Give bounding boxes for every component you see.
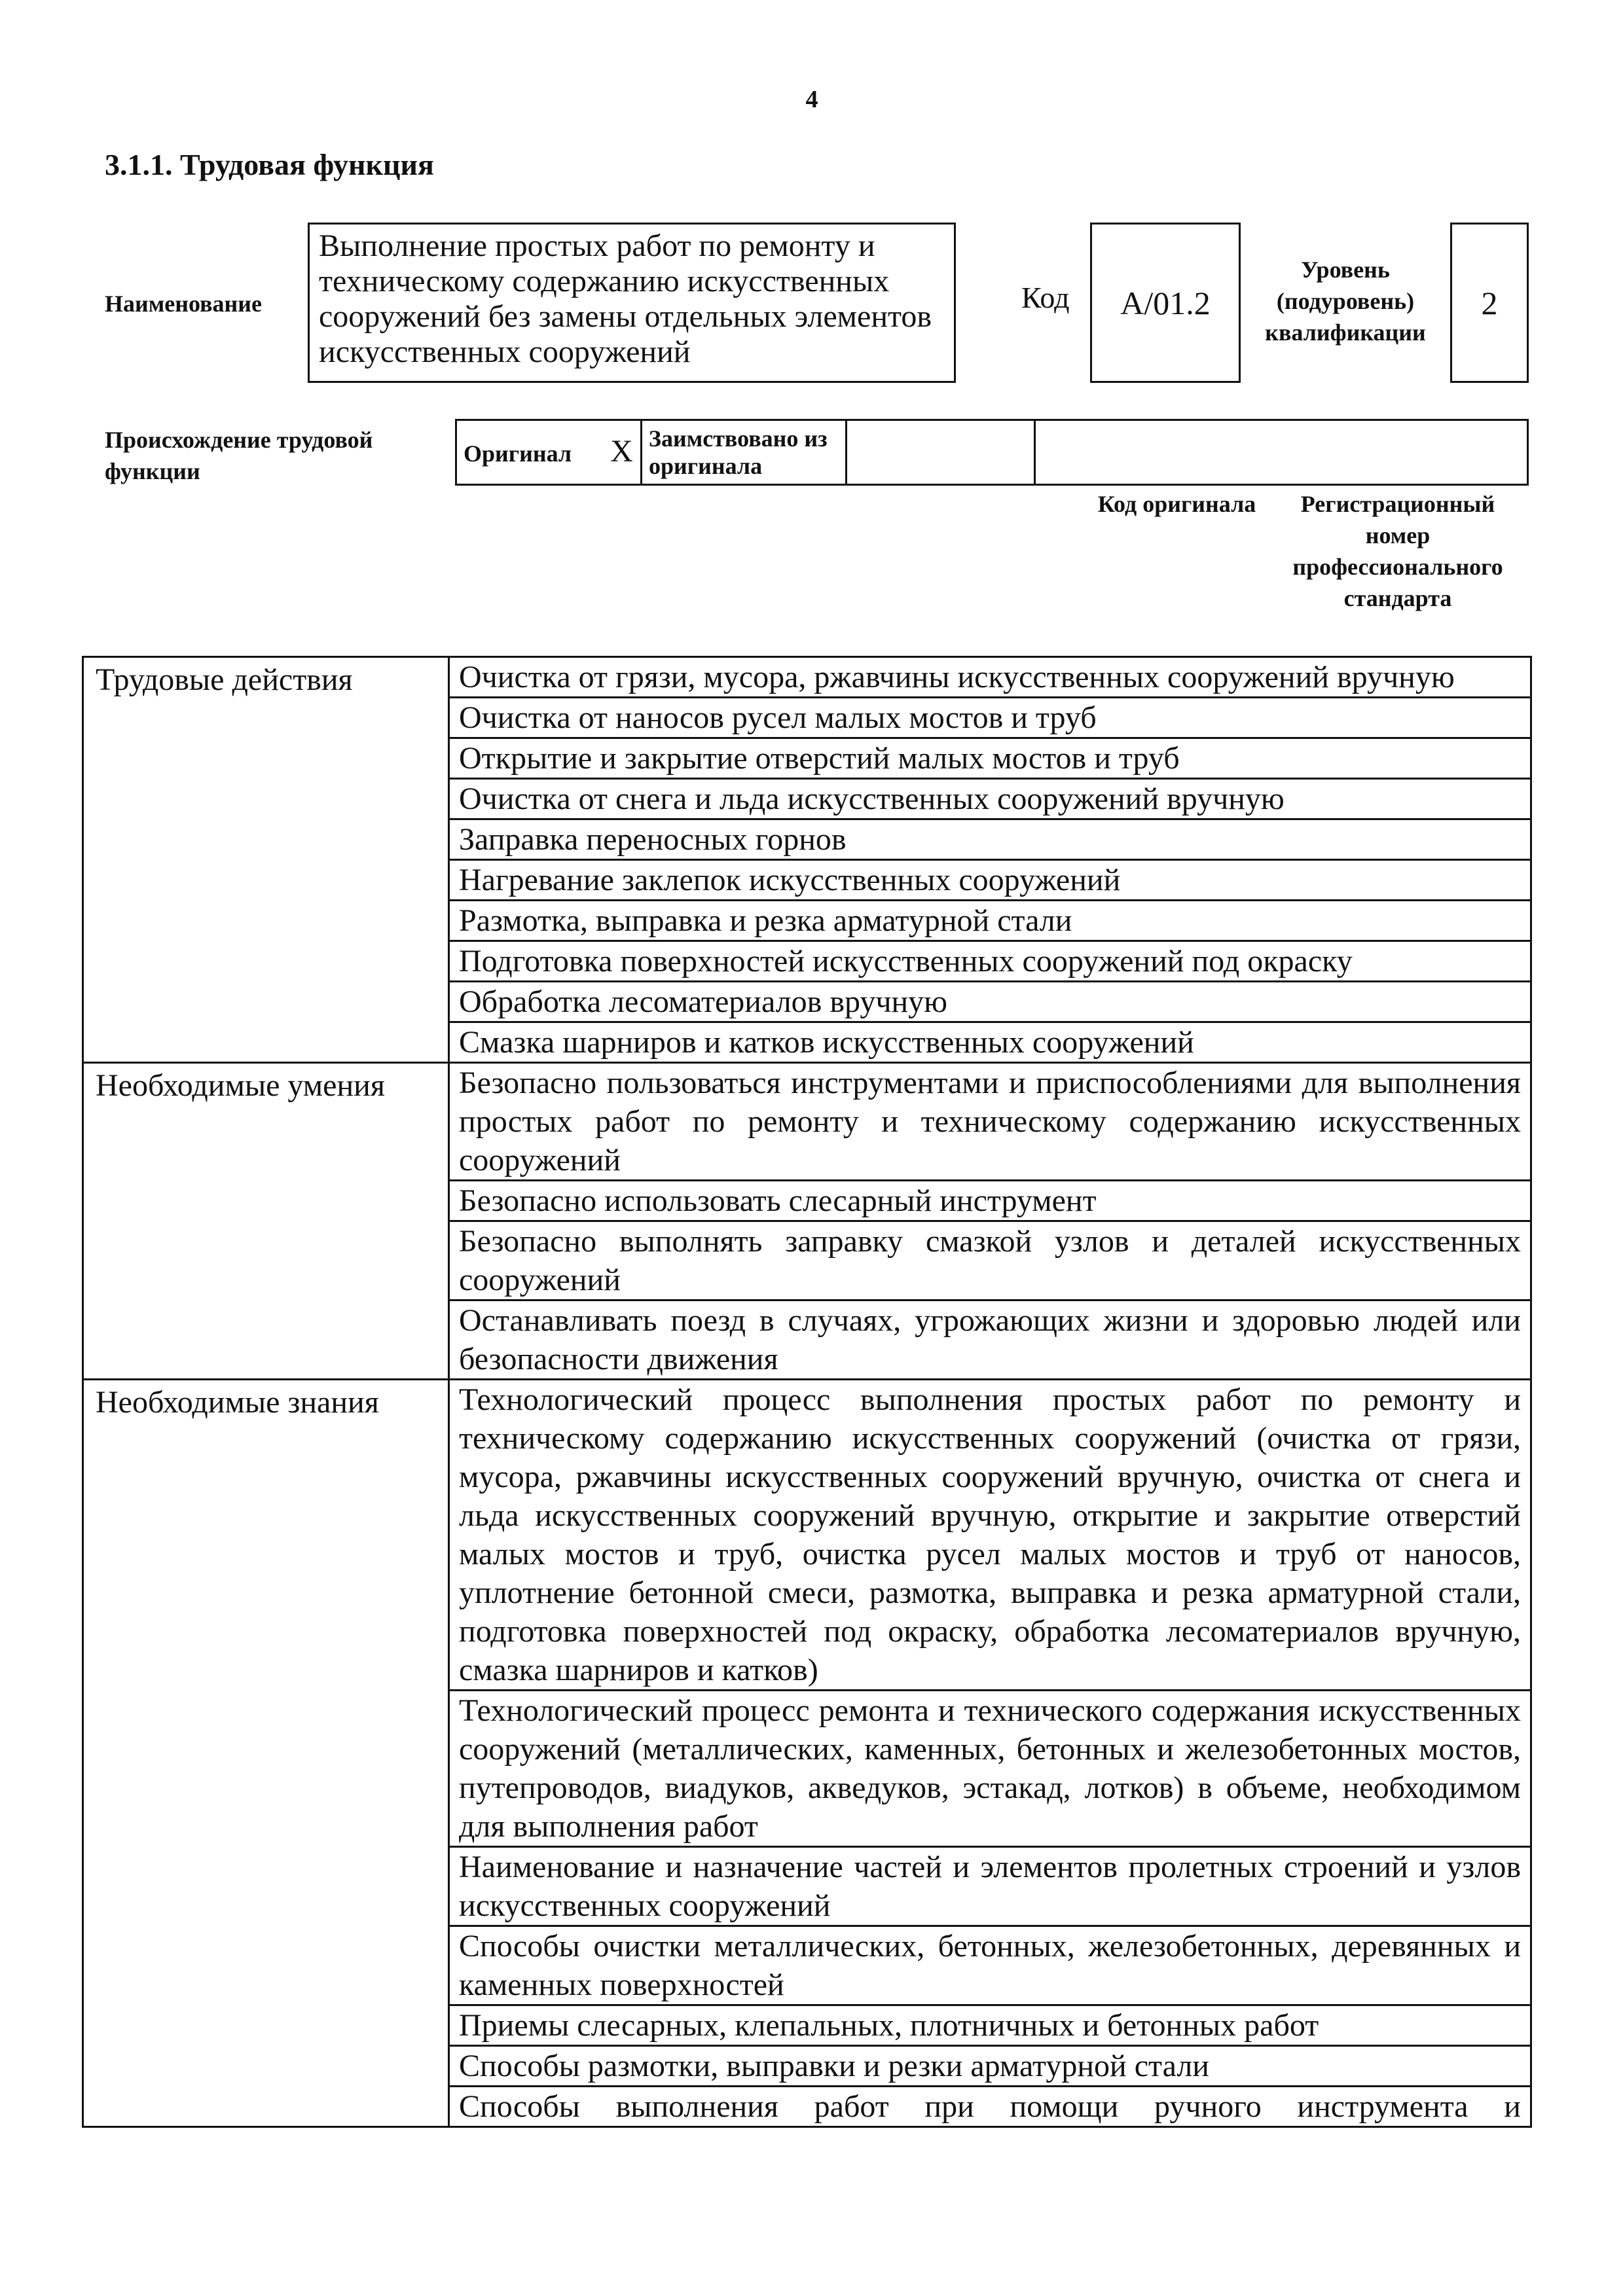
function-name-value: Выполнение простых работ по ремонту и техническому содержанию искусственных сооружений без замены отдельных элементов искусственных сооружений	[319, 228, 932, 369]
original-mark: X	[610, 433, 633, 469]
table-cell: Обработка лесоматериалов вручную	[449, 982, 1531, 1022]
table-cell: Смазка шарниров и катков искусственных сооружений	[449, 1022, 1531, 1063]
table-cell: Технологический процесс выполнения простых работ по ремонту и техническому содержанию искусственных сооружений (очистка от грязи, мусора, ржавчины искусственных сооружений вручную, очистка от снега и льда искусственных сооружений вручную, открытие и закрытие отверстий малых мостов и труб, очистка русел малых мостов и труб от наносов, уплотнение бетонной смеси, размотка, выправка и резка арматурной стали, подготовка поверхностей под окраску, обработка лесоматериалов вручную, смазка шарниров и катков)	[449, 1380, 1531, 1691]
level-value: 2	[1481, 284, 1498, 321]
level-label: Уровень (подуровень) квалификации	[1265, 257, 1426, 346]
original-cell	[456, 420, 642, 485]
code-box	[1090, 223, 1241, 383]
level-box	[1450, 223, 1529, 383]
category-cell: Необходимые знания	[83, 1380, 449, 2127]
table-cell: Открытие и закрытие отверстий малых мостов и труб	[449, 738, 1531, 779]
name-label: Наименование	[105, 291, 262, 317]
table-cell: Безопасно выполнять заправку смазкой узлов и деталей искусственных сооружений	[449, 1221, 1531, 1300]
table-cell: Технологический процесс ремонта и технического содержания искусственных сооружений (металлических, каменных, бетонных и железобетонных мостов, путепроводов, виадуков, акведуков, эстакад, лотков) в объеме, необходимом для выполнения работ	[449, 1691, 1531, 1847]
code-label: Код	[1021, 281, 1070, 314]
reg-number-cell	[1035, 420, 1528, 485]
original-label: Оригинал	[464, 440, 572, 467]
borrowed-label: Заимствовано из оригинала	[649, 425, 828, 479]
code-original-cell	[847, 420, 1035, 485]
table-cell: Нагревание заклепок искусственных сооружений	[449, 860, 1531, 901]
table-cell: Безопасно использовать слесарный инструмент	[449, 1181, 1531, 1221]
category-cell: Трудовые действия	[83, 657, 449, 1063]
table-cell: Безопасно пользоваться инструментами и приспособлениями для выполнения простых работ по ремонту и техническому содержанию искусственных сооружений	[449, 1063, 1531, 1181]
page-number: 4	[805, 86, 818, 113]
code-value: А/01.2	[1120, 284, 1211, 321]
table-row	[83, 1380, 1531, 1691]
table-cell: Останавливать поезд в случаях, угрожающих жизни и здоровью людей или безопасности движения	[449, 1300, 1531, 1380]
table-cell: Способы выполнения работ при помощи ручного инструмента и	[449, 2087, 1531, 2127]
origin-table	[455, 419, 1529, 486]
category-cell: Необходимые умения	[83, 1063, 449, 1380]
table-cell: Способы очистки металлических, бетонных, железобетонных, деревянных и каменных поверхностей	[449, 1926, 1531, 2005]
table-cell: Подготовка поверхностей искусственных сооружений под окраску	[449, 941, 1531, 982]
table-row	[83, 1063, 1531, 1181]
labor-function-table	[82, 656, 1532, 2128]
table-cell: Размотка, выправка и резка арматурной стали	[449, 901, 1531, 941]
reg-number-label: Регистрационный номер профессионального стандарта	[1292, 491, 1503, 611]
table-cell: Способы размотки, выправки и резки арматурной стали	[449, 2046, 1531, 2087]
table-cell: Очистка от грязи, мусора, ржавчины искусственных сооружений вручную	[449, 657, 1531, 698]
function-name-box	[308, 223, 956, 383]
table-cell: Очистка от снега и льда искусственных сооружений вручную	[449, 779, 1531, 819]
borrowed-cell	[642, 420, 847, 485]
table-cell: Заправка переносных горнов	[449, 819, 1531, 860]
section-title: 3.1.1. Трудовая функция	[105, 148, 434, 181]
table-row	[83, 657, 1531, 698]
table-cell: Наименование и назначение частей и элементов пролетных строений и узлов искусственных сооружений	[449, 1847, 1531, 1926]
table-cell: Приемы слесарных, клепальных, плотничных и бетонных работ	[449, 2005, 1531, 2046]
table-cell: Очистка от наносов русел малых мостов и труб	[449, 698, 1531, 738]
origin-label: Происхождение трудовой функции	[105, 427, 373, 484]
code-original-label: Код оригинала	[1097, 491, 1256, 517]
